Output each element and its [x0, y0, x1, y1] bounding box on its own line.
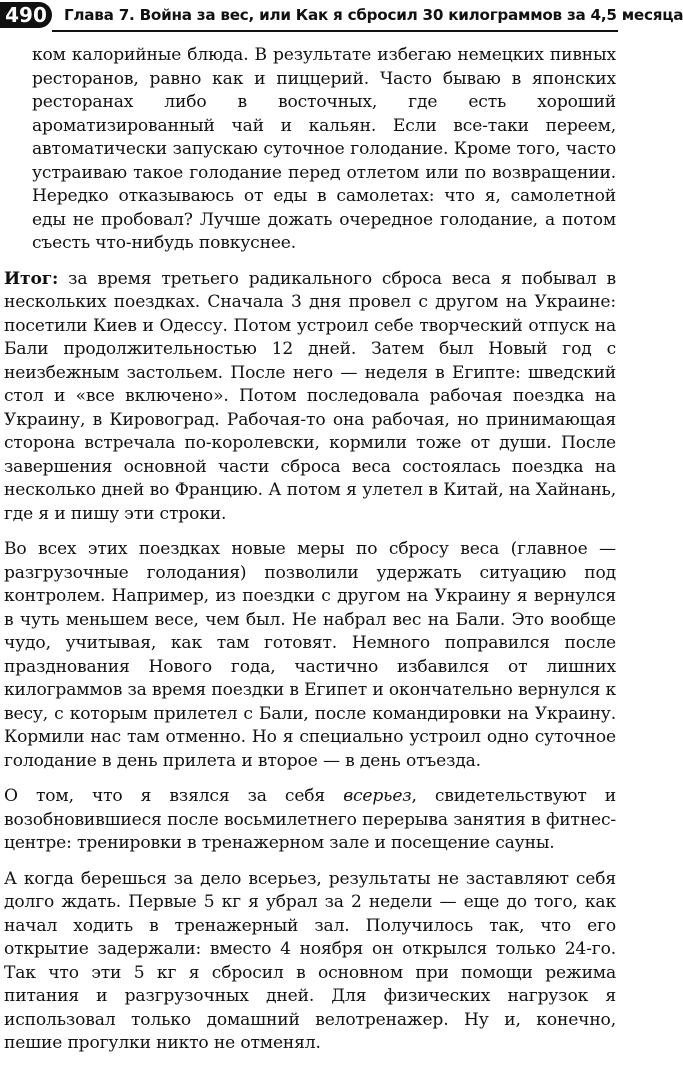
summary-text: за время третьего радикального сброса веса я побывал в нескольких поездках. Сначала 3 дня провел с другом на Украине: посетили Киев и Одессу. Потом устроил себе творческий отпуск на Бали продолжительностью 12 дней. Затем был Новый год с неизбежным застольем. После него — неделя в Египте: шведский стол и «все включено». Потом последовала рабочая поездка на Украину, в Кировоград. Рабочая-то она рабочая, но принимающая сторона встречала по-королевски, кормили тоже от души. После завершения основной части сброса веса состоялась поездка на несколько дней во Францию. А потом я улетел в Китай, на Хайнань, где я и пишу эти строки.	[4, 268, 616, 524]
paragraph-continued: ком калорийные блюда. В результате избегаю немецких пивных ресторанов, равно как и пиццерий. Часто бываю в японских ресторанах либо в восточных, где есть хороший ароматизированный чай и кальян. Если все-таки переем, автоматически запускаю суточное голодание. Кроме того, часто устраиваю такое голодание перед отлетом или по возвращении. Нередко отказываюсь от еды в самолетах: что я, самолетной еды не пробовал? Лучше дожать очередное голодание, а потом съесть что-нибудь повкуснее.	[32, 45, 616, 253]
fitness-emphasis: всерьез	[343, 786, 412, 806]
fitness-text-start: О том, что я взялся за себя	[4, 786, 344, 806]
fitness-text-end: , свидетельствуют и возобновившиеся после восьмилетнего перерыва занятия в фитнес-центре: тренировки в тренажерном зале и посещение сауны.	[4, 786, 616, 853]
paragraph-trips: Во всех этих поездках новые меры по сбросу веса (главное — разгрузочные голодания) позволили удержать ситуацию под контролем. Например, из поездки с другом на Украину я вернулся в чуть меньшем весе, чем был. Не набрал вес на Бали. Это вообще чудо, учитывая, как там готовят. Немного поправился после празднования Нового года, частично избавился от лишних килограммов за время поездки в Египет и окончательно вернулся к весу, с которым прилетел с Бали, после командировки на Украину. Кормили нас там отменно. Но я специально устроил одно суточное голодание в день прилета и второе — в день отъезда.	[4, 539, 616, 771]
paragraph-fitness	[4, 785, 616, 856]
header-divider	[52, 30, 618, 32]
running-title: Глава 7. Война за вес, или Как я сбросил 30 килограммов за 4,5 месяца	[64, 6, 683, 24]
page-header	[0, 2, 683, 30]
paragraph-results: А когда берешься за дело всерьез, результаты не заставляют себя долго ждать. Первые 5 кг я убрал за 2 недели — еще до того, как начал ходить в тренажерный зал. Получилось так, что его открытие задержали: вместо 4 ноября он открылся только 24-го. Так что эти 5 кг я сбросил в основном при помощи режима питания и разгрузочных дней. Для физических нагрузок я использовал только домашний велотренажер. Ну и, конечно, пешие прогулки никто не отменял.	[4, 868, 616, 1053]
page-number: 490	[0, 2, 52, 28]
paragraph-summary	[4, 268, 616, 527]
page-body	[4, 44, 616, 1068]
summary-lead: Итог:	[4, 268, 59, 289]
